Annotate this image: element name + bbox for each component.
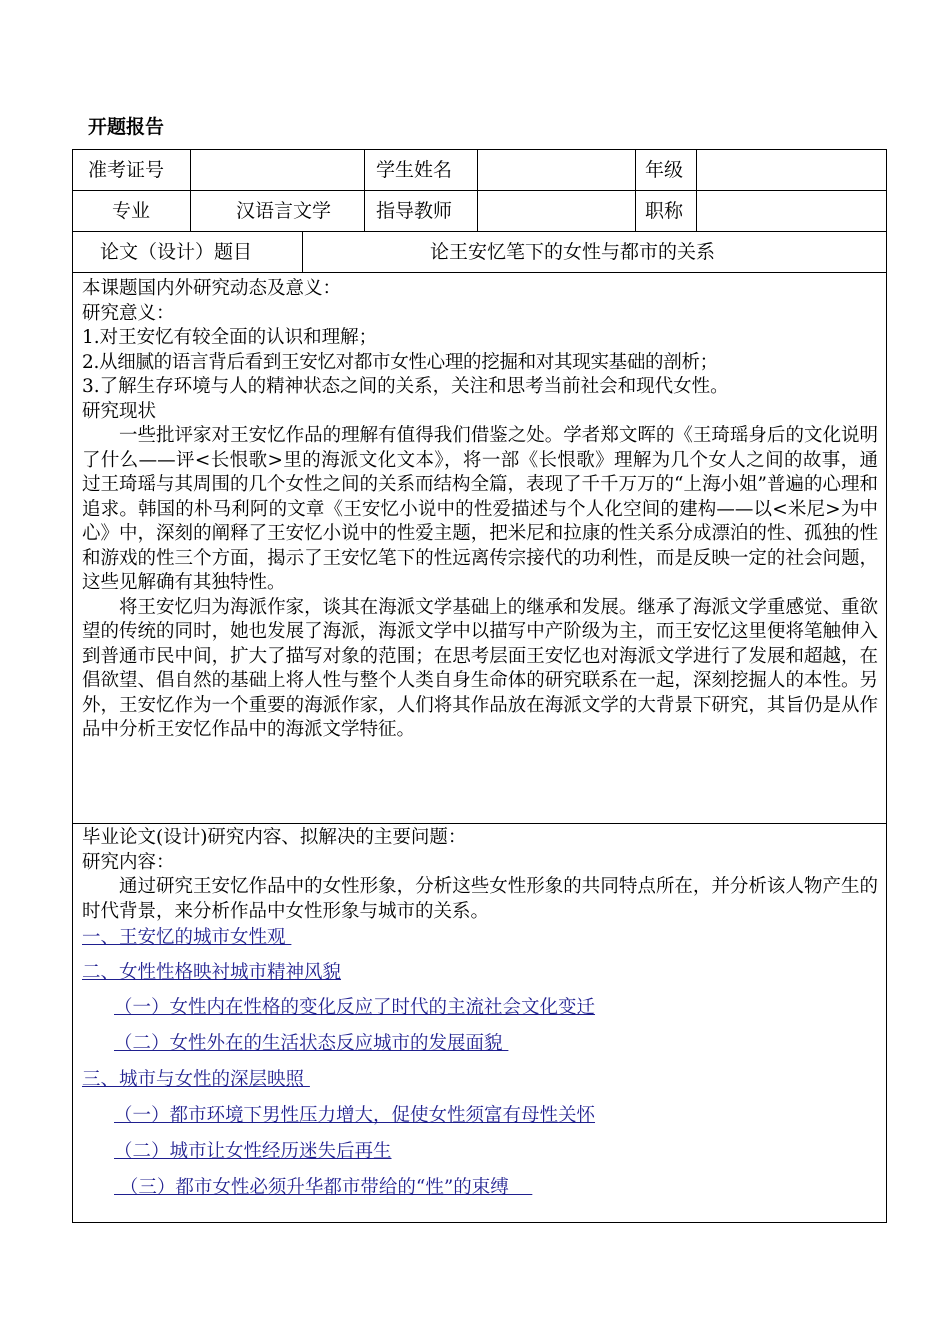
outline-link[interactable]: （一）都市环境下男性压力增大，促使女性须富有母性关怀 [114,1105,596,1126]
content-paragraph: 通过研究王安忆作品中的女性形象，分析这些女性形象的共同特点所在，并分析该人物产生的时代背景，来分析作品中女性形象与城市的关系。 [82,876,878,922]
outline-link[interactable]: （一）女性内在性格的变化反应了时代的主流社会文化变迁 [114,997,596,1018]
page-title: 开题报告 [88,116,165,138]
outline-link[interactable]: （二）城市让女性经历迷失后再生 [114,1141,392,1162]
status-paragraph: 一些批评家对王安忆作品的理解有值得我们借鉴之处。学者郑文晖的《王琦瑶身后的文化说明了什么——评<长恨歌>里的海派文化文本》，将一部《长恨歌》理解为几个女人之间的故事，通过王琦瑶与其周围的几个女性之间的关系而结构全篇，表现了千千万万的“上海小姐”普遍的心理和追求。韩国的朴马利阿的文章《王安忆小说中的性爱描述与个人化空间的建构——以<米尼>为中心》中，深刻的阐释了王安忆小说中的性爱主题，把米尼和拉康的性关系分成漂泊的性、孤独的性和游戏的性三个方面，揭示了王安忆笔下的性远离传宗接代的功利性，而是反映一定的社会问题，这些见解确有其独特性。 [82,425,878,593]
row-divider [72,823,887,824]
row-divider [72,272,887,273]
outline-link[interactable]: （二）女性外在的生活状态反应城市的发展面貌 [114,1033,509,1054]
outline-link[interactable]: 一、王安忆的城市女性观 [82,927,292,948]
outline-link[interactable]: 三、城市与女性的深层映照 [82,1069,310,1090]
research-content-section [82,826,878,924]
column-divider [364,149,365,231]
student-name-label: 学生姓名 [376,159,453,181]
major-value: 汉语言文学 [236,200,332,222]
row-divider [72,231,887,232]
column-divider [477,149,478,231]
professional-title-label: 职称 [645,200,684,222]
thesis-title-label: 论文（设计）题目 [100,241,253,263]
significance-point: 2.从细腻的语言背后看到王安忆对都市女性心理的挖掘和对其现实基础的剖析； [82,351,718,373]
advisor-label: 指导教师 [376,200,453,222]
major-label: 专业 [112,200,151,222]
column-divider [635,149,636,231]
outline-link[interactable]: （三）都市女性必须升华都市带给的“性”的束缚 [114,1177,533,1198]
section-heading: 本课题国内外研究动态及意义： [82,278,342,299]
column-divider [696,149,697,231]
section-heading: 毕业论文(设计)研究内容、拟解决的主要问题： [82,827,467,848]
row-divider [72,190,887,191]
exam-id-label: 准考证号 [88,159,165,181]
thesis-title-value: 论王安忆笔下的女性与都市的关系 [430,241,716,263]
significance-point: 3.了解生存环境与人的精神状态之间的关系，关注和思考当前社会和现代女性。 [82,376,729,397]
column-divider [190,149,191,231]
status-paragraph: 将王安忆归为海派作家，谈其在海派文学基础上的继承和发展。继承了海派文学重感觉、重欲望的传统的同时，她也发展了海派，海派文学中以描写中产阶级为主，而王安忆这里便将笔触伸入到普通市民中间，扩大了描写对象的范围；在思考层面王安忆也对海派文学进行了发展和超越，在倡欲望、倡自然的基础上将人性与整个人类自身生命体的研究联系在一起，深刻挖掘人的本性。另外，王安忆作为一个重要的海派作家，人们将其作品放在海派文学的大背景下研究，其旨仍是从作品中分析王安忆作品中的海派文学特征。 [82,596,878,740]
outline-link[interactable]: 二、女性性格映衬城市精神风貌 [82,962,342,983]
status-heading: 研究现状 [82,400,157,422]
grade-label: 年级 [645,159,684,181]
significance-point: 1.对王安忆有较全面的认识和理解； [82,327,378,348]
research-background-section [82,277,878,743]
significance-heading: 研究意义： [82,302,175,324]
content-heading: 研究内容： [82,851,175,873]
column-divider [302,231,303,272]
